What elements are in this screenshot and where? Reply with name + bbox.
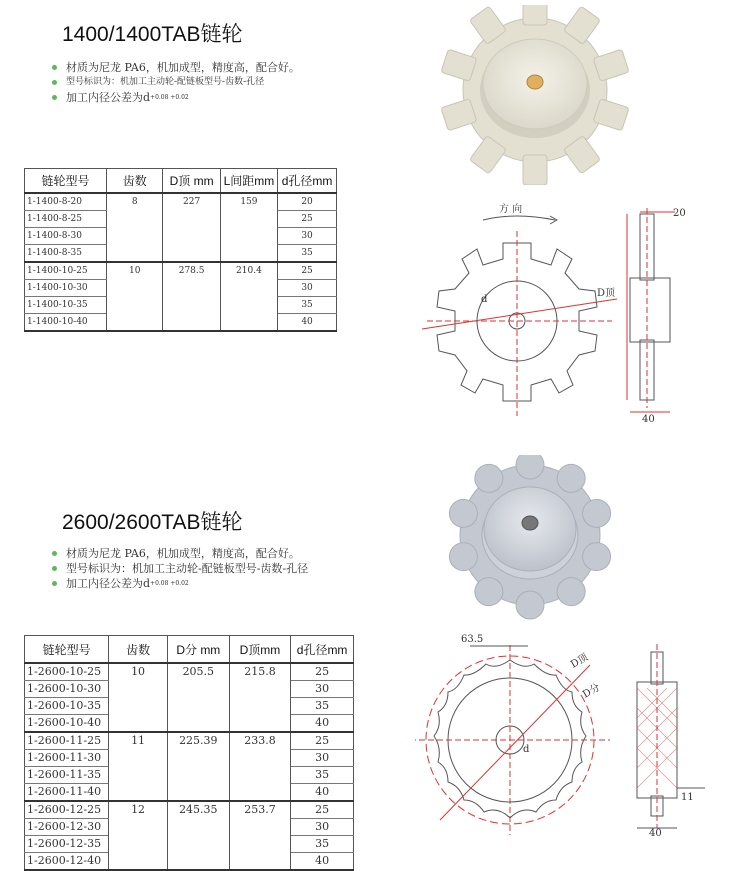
dtop-label: D顶 [597,288,616,299]
bullet-model: 型号标识为：机加工主动轮-配链板型号-齿数-孔径 [52,75,300,90]
bullet-material: 材质为尼龙 PA6，机加成型，精度高，配合好。 [52,60,300,75]
bore-cell: 40 [291,784,354,802]
model-cell: 1-1400-10-30 [25,280,107,297]
bore-cell: 35 [278,245,337,263]
section2-bullets [52,546,308,591]
model-cell: 1-1400-8-35 [25,245,107,263]
teeth-cell: 11 [109,732,168,801]
table-row [25,801,354,819]
dpitch-cell: 225.39 [167,732,229,801]
model-cell: 1-1400-10-35 [25,297,107,314]
bore-label: d [481,294,488,305]
model-cell: 1-2600-10-30 [25,681,109,698]
hub-label: 11 [681,792,694,803]
bore-cell: 25 [278,211,337,228]
spec-table-2600 [24,635,354,871]
bore-cell: 40 [278,314,337,332]
tolerance-value: +0.08 +0.02 [150,580,189,587]
sprocket-drawing-2600 [415,628,715,840]
section2-title: 2600/2600TAB链轮 [62,511,243,534]
teeth-cell: 8 [106,193,163,262]
col-dtop: D顶mm [229,636,290,664]
bullet-tolerance [52,90,300,105]
bore-label: d [523,744,530,755]
model-cell: 1-2600-11-25 [25,732,109,750]
spec-table-1400 [24,168,337,332]
lpitch-cell: 159 [220,193,277,262]
dtop-label: D顶 [569,652,591,671]
model-cell: 1-2600-11-30 [25,750,109,767]
bullet-tolerance-text: 加工内径公差为d [66,91,151,104]
table-row [25,262,337,280]
dtop-cell: 233.8 [229,732,290,801]
model-cell: 1-2600-11-40 [25,784,109,802]
bullet-material: 材质为尼龙 PA6，机加成型，精度高，配合好。 [52,546,308,561]
table-row [25,193,337,211]
bore-cell: 20 [278,193,337,211]
bore-cell: 30 [278,280,337,297]
bore-cell: 25 [278,262,337,280]
bore-cell: 30 [291,750,354,767]
direction-label: 方 向 [499,204,523,215]
bore-cell: 40 [291,715,354,733]
sprocket-photo-1400 [420,5,660,185]
arc-label: 63.5 [461,634,484,645]
bore-cell: 35 [291,698,354,715]
dpitch-cell: 245.35 [167,801,229,870]
dtop-cell: 215.8 [229,663,290,732]
bullet-tolerance [52,576,308,591]
teeth-cell: 10 [109,663,168,732]
dtop-cell: 253.7 [229,801,290,870]
model-cell: 1-1400-8-20 [25,193,107,211]
bore-cell: 30 [291,681,354,698]
model-cell: 1-1400-10-25 [25,262,107,280]
sprocket-photo-2600 [430,455,630,625]
dpitch-cell: 205.5 [167,663,229,732]
model-cell: 1-2600-12-25 [25,801,109,819]
bore-cell: 35 [278,297,337,314]
table-row [25,663,354,681]
model-cell: 1-2600-12-30 [25,819,109,836]
section1-title: 1400/1400TAB链轮 [62,23,243,46]
model-cell: 1-1400-8-30 [25,228,107,245]
dtop-cell: 278.5 [163,262,220,331]
model-cell: 1-2600-12-40 [25,853,109,871]
width-label: 40 [642,414,655,425]
model-cell: 1-2600-11-35 [25,767,109,784]
model-cell: 1-2600-10-25 [25,663,109,681]
bore-cell: 30 [278,228,337,245]
hub-label: 20 [673,208,686,219]
col-model: 链轮型号 [25,169,107,194]
col-dpitch: D分 mm [167,636,229,664]
col-teeth: 齿数 [106,169,163,194]
width-label: 40 [649,828,662,839]
bore-cell: 30 [291,819,354,836]
teeth-cell: 10 [106,262,163,331]
bore-cell: 25 [291,732,354,750]
table-row [25,732,354,750]
col-lpitch: L间距mm [220,169,277,194]
col-bore: d孔径mm [291,636,354,664]
bore-cell: 25 [291,801,354,819]
tolerance-value: +0.08 +0.02 [150,94,189,101]
dtop-cell: 227 [163,193,220,262]
model-cell: 1-1400-10-40 [25,314,107,332]
model-cell: 1-2600-10-40 [25,715,109,733]
col-teeth: 齿数 [109,636,168,664]
dpitch-label: D分 [581,682,603,701]
lpitch-cell: 210.4 [220,262,277,331]
section1-bullets [52,60,300,105]
sprocket-drawing-1400 [405,198,705,428]
col-model: 链轮型号 [25,636,109,664]
col-bore: d孔径mm [278,169,337,194]
bore-cell: 25 [291,663,354,681]
bore-cell: 40 [291,853,354,871]
bullet-model: 型号标识为：机加工主动轮-配链板型号-齿数-孔径 [52,561,308,576]
col-dtop: D顶 mm [163,169,220,194]
bore-cell: 35 [291,836,354,853]
teeth-cell: 12 [109,801,168,870]
model-cell: 1-2600-12-35 [25,836,109,853]
model-cell: 1-2600-10-35 [25,698,109,715]
bore-cell: 35 [291,767,354,784]
bullet-tolerance-text: 加工内径公差为d [66,577,151,590]
model-cell: 1-1400-8-25 [25,211,107,228]
